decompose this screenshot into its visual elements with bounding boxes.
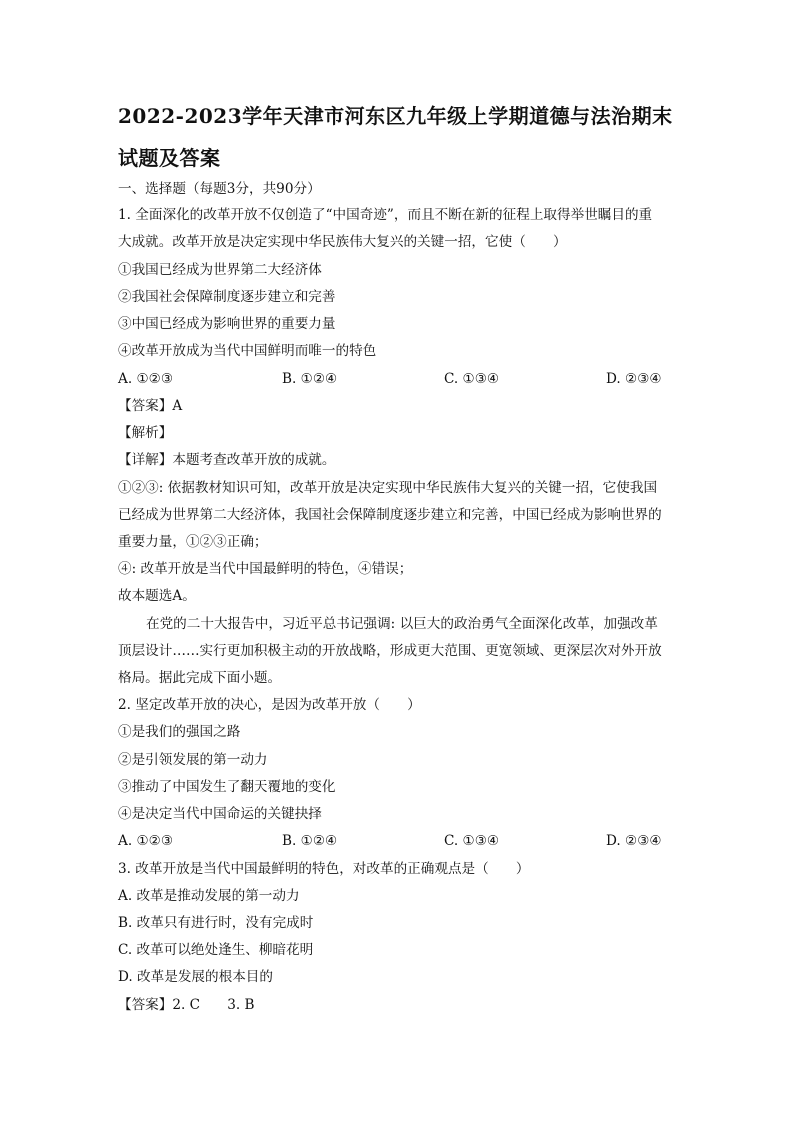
q2-option-b: B. ①②④ [282,833,338,849]
section-heading: 一、选择题（每题3分，共90分） [118,181,321,197]
q2-option-c: C. ①③④ [444,833,500,849]
q1-explanation-line3: 重要力量，①②③正确； [118,534,268,550]
passage-line1: 在党的二十大报告中，习近平总书记强调: 以巨大的政治勇气全面深化改革，加强改革 [146,616,658,632]
q2-item-3: ③推动了中国发生了翻天覆地的变化 [118,779,336,795]
q1-explanation-line5: 故本题选A。 [118,588,196,604]
q2-option-a: A. ①②③ [118,833,174,849]
q2-item-4: ④是决定当代中国命运的关键抉择 [118,806,322,822]
q1-item-3: ③中国已经成为影响世界的重要力量 [118,316,336,332]
q1-stem-line2: 大成就。改革开放是决定实现中华民族伟大复兴的关键一招，它使（ ） [118,234,567,250]
q2-q3-answer: 【答案】2. C 3. B [118,997,255,1013]
passage-line3: 格局。据此完成下面小题。 [118,670,282,686]
q2-stem: 2. 坚定改革开放的决心，是因为改革开放（ ） [118,697,421,713]
q3-option-b: B. 改革只有进行时，没有完成时 [118,915,314,931]
q3-stem: 3. 改革开放是当代中国最鲜明的特色，对改革的正确观点是（ ） [118,861,530,877]
q3-option-c: C. 改革可以绝处逢生、柳暗花明 [118,942,314,958]
q1-analysis-label: 【解析】 [118,425,173,441]
q1-answer: 【答案】A [118,398,183,414]
q1-item-1: ①我国已经成为世界第二大经济体 [118,262,322,278]
q1-item-4: ④改革开放成为当代中国鲜明而唯一的特色 [118,343,377,359]
q3-option-d: D. 改革是发展的根本目的 [118,969,273,985]
q1-explanation-line1: ①②③: 依据教材知识可知，改革开放是决定实现中华民族伟大复兴的关键一招，它使我国 [118,480,658,496]
q1-stem-line1: 1. 全面深化的改革开放不仅创造了“中国奇迹”，而且不断在新的征程上取得举世瞩目的重 [118,207,653,223]
q1-option-b: B. ①②④ [282,371,338,387]
passage-line2: 顶层设计……实行更加积极主动的开放战略，形成更大范围、更宽领域、更深层次对外开放 [118,643,662,659]
q1-option-d: D. ②③④ [606,371,662,387]
q1-explanation-line4: ④: 改革开放是当代中国最鲜明的特色，④错误； [118,561,413,577]
q2-item-2: ②是引领发展的第一动力 [118,752,268,768]
q2-item-1: ①是我们的强国之路 [118,724,241,740]
document-title-line1: 2022-2023学年天津市河东区九年级上学期道德与法治期末 [118,104,673,128]
q1-option-c: C. ①③④ [444,371,500,387]
q2-option-d: D. ②③④ [606,833,662,849]
q1-item-2: ②我国社会保障制度逐步建立和完善 [118,289,336,305]
document-title-line2: 试题及答案 [118,146,221,170]
q1-explanation-line2: 已经成为世界第二大经济体，我国社会保障制度逐步建立和完善，中国已经成为影响世界的 [118,507,662,523]
q1-detail: 【详解】本题考查改革开放的成就。 [118,452,336,468]
q1-option-a: A. ①②③ [118,371,174,387]
q3-option-a: A. 改革是推动发展的第一动力 [118,888,300,904]
